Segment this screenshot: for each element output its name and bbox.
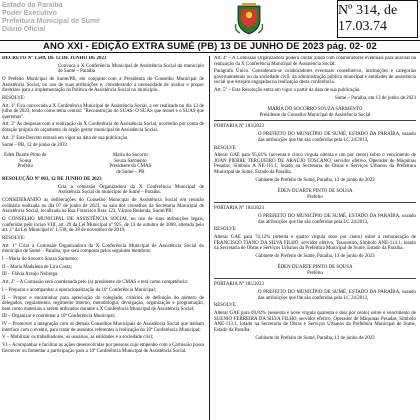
resolution-article: Art. 4º – A Comissão Organizadora poderá contar ainda com colaboradores eventuais para auxiliar na realização da X Conferência Municipal de Assistência Social. — [214, 56, 416, 67]
column-divider — [209, 56, 210, 420]
signer-name: MARIA DO SOCORRO SOUZA SARMENTO — [267, 107, 363, 113]
decree-article: Art. 3º Este Decreto entrará em vigor na data de sua publicação. — [2, 135, 129, 141]
competence-item: III – Organizar e coordenar a 10ª Conferência Municipal; — [2, 314, 116, 320]
left-column — [2, 56, 204, 420]
resolution-place-date: Sumé – Paraíba, em 13 de junho de 2023 — [334, 95, 416, 101]
member-item: II – Maria Madalena de Lira Costa; — [2, 264, 72, 270]
decree-preamble: O Prefeito Municipal de Sumé/PB, em conjunto com a Presidenta do Conselho Municipal de Assistência Social, no uso de suas atribuições e, considerando a necessidade de avaliar e propor diretrizes para a implementação da Política de Assistência Social no município. — [2, 77, 204, 94]
resolution-resolve: RESOLVE: — [2, 235, 26, 241]
decree-resolve: RESOLVE: — [2, 95, 26, 101]
competence-item: IV – Promover a integração com os demais Conselhos Municipais de Assistência Social que tenham interface com o evento, para tratar de assuntos referentes à realização da 10ª Conferência Municipal; — [2, 322, 204, 333]
signature-left — [2, 153, 99, 175]
portaria-title: PORTARIA Nº 184/2023 — [214, 206, 264, 212]
signer-role: Prefeito — [307, 270, 323, 276]
signer-name: ÉDEN DUARTE PINTO DE SOUSA — [277, 189, 353, 195]
resolution-article: Art. 5º – Esta Resolução entra em vigor a partir da data de sua publicação. — [214, 88, 361, 94]
competence-item: V – Mobilizar os trabalhadores, os usuários, as entidades e a sociedade civil; — [2, 335, 154, 341]
resolution-signature — [214, 107, 416, 118]
right-column — [214, 56, 416, 420]
portaria-body: Alterar GAE para 95,81% (noventa e cinco vírgula oitenta e um por cento) sobre o vencimento de JOAN PIERRE TERGUEIRO DE ARAÚJO TOSCANO, servidor efetivo, Operador de Máquinas Pesadas, Símbolo A NE-111.1, lotado na Secretaria de Obras e Serviços Urbanos da Prefeitura Municipal de Sumé, Estado da Paraíba. — [214, 153, 416, 175]
decree-article: Art. 2º As despesas com a realização da X Conferência de Assistência Social, ocorrerão por conta de dotação própria do orçamento do órgão gestor municipal de Assistência Social. — [2, 122, 204, 133]
section-rule — [214, 278, 416, 279]
member-item: III – Flávia Araújo Nobrega. — [2, 272, 59, 278]
competence-item: VI – Acompanhar e facilitar as ações desenvolvidas por pessoas cujo empenho com a Comissão possa favorecer ou fomentar a participação para a 10ª Conferência Municipal de Assistência Social. — [2, 343, 204, 354]
signature-right — [107, 153, 204, 175]
decree-summary: Convoca a X Conferência Municipal de Assistência Social do município de Sumé – Paraíba — [58, 63, 204, 75]
masthead-line: Estado da Paraíba — [2, 2, 63, 9]
portaria-closing: Gabinete do Prefeito de Sumé, Paraíba, 13 de junho de 2023 — [255, 177, 375, 183]
signer-role: Prefeito — [307, 194, 323, 200]
competence-item: II – Propor e encaminhar para apreciação do colegiado, critérios de definição do número de delegados, regulamento, regimento interno, metodologia, divulgação, organização e programação, bem como materiais a serem utilizados durante a X Conferência Municipal de Assistência Social; — [2, 295, 204, 312]
portaria-resolve: RESOLVE — [214, 303, 236, 309]
competence-item: I – Preparar e acompanhar a operacionalização da 10ª Conferência Municipal; — [2, 287, 157, 293]
banner-text: ANO XXI - EDIÇÃO EXTRA SUMÉ (PB) 13 DE JUNHO DE 2023 pág. 02- 02 — [43, 41, 377, 52]
section-rule — [214, 202, 416, 203]
masthead-ghost-text — [2, 2, 100, 34]
resolution-paragraph: Parágrafo Único. Consideram-se colaboradores eventuais conselheiros, instituições e categorias governamentais ou da sociedade civil, da administração pública municipal e entidades de assistência social que estejam engajadas na realização desta conferência. — [214, 69, 416, 86]
member-item: I – Maria do Socorro Souza Sarmento; — [2, 256, 79, 262]
decree-place-date: Sumé – PB, 12 de junho de 2023 — [2, 143, 68, 149]
decree-signatures — [2, 153, 204, 175]
portaria-resolve: RESOLVE — [214, 227, 236, 233]
portaria-title: PORTARIA Nº 185/2023 — [214, 282, 264, 288]
resolution-article: Art. 2º – A Comissão será coordenada pelo (a) presidente do CMAS e terá como competência: — [2, 280, 189, 286]
section-rule — [214, 120, 416, 121]
decree-title: DECRETO Nº 1.549, DE 12 DE JUNHO DE 2023 — [2, 56, 107, 61]
masthead-title-area — [0, 0, 266, 40]
masthead — [0, 0, 420, 40]
edition-label: Nº 314, de 17.03.74 — [338, 3, 398, 34]
edition-banner — [0, 40, 420, 53]
portaria-title: PORTARIA Nº 183/2023 — [214, 124, 264, 130]
portaria-intro: O PREFEITO DO MUNICÍPIO DE SUMÉ, ESTADO DA PARAÍBA, usando das atribuições que lhe são conferidas pela LC 24/2013, — [258, 213, 416, 225]
portaria-resolve: RESOLVE — [214, 145, 236, 151]
masthead-line: Diário Oficial — [2, 26, 46, 33]
portaria-body: Alterar GAE para 74,12% (setenta e quatro vírgula doze por cento) sobre a remuneração de FRANCISCO TIANO DA SILVA FILHO, servidor efetivo, Tesoureiro, Símbolo ANE-114.1, lotado na Secretaria de Obras e Serviços Urbanos da Prefeitura Municipal de Sumé, Estado da Paraíba. — [214, 235, 416, 252]
resolution-preamble: O CONSELHO MUNICIPAL DE ASSISTÊNCIA SOCIAL no uso de suas atribuições legais, conferidas pelo inciso VIII, art. 29 da Lei Municipal nº 925, de 13 de outubro de 2008, alterada pelo art. 1º da Lei Municipal nº 1.538, de 28 de novembro de 2019; — [2, 217, 204, 234]
signer-role: Presidente do CMAS de Sumé – PB — [109, 164, 152, 175]
portaria-closing: Gabinete do Prefeito de Sumé, Paraíba, 13 de junho de 2023 — [255, 253, 375, 259]
portaria-signature — [214, 265, 416, 276]
signer-name: Maria do Socorro Souza Sarmento — [112, 152, 148, 164]
masthead-line: Poder Executivo — [2, 10, 57, 17]
portaria-closing: Gabinete do Prefeito de Sumé, Paraíba, 13 de junho de 2023 — [255, 335, 375, 341]
signer-role: Presidente do Conselho Municipal de Assistência Social — [259, 112, 371, 118]
portaria-body: Alterar GAE para 69,82% (sessenta e nove vírgula quarenta e dois por cento) sobre o vencimento de SUENIO FERREIRA DA SILVA FILHO, servidor efetivo, Operador de Máquinas Pesadas, Símbolo ANE-113.1, lotado na Secretaria de Obras e Serviços Urbanos da Prefeitura Municipal de Sumé, Estado da Paraíba. — [214, 311, 416, 333]
portaria-intro: O PREFEITO DO MUNICÍPIO DE SUMÉ, ESTADO DA PARAÍBA, usando das atribuições que lhe são conferidas pela LC 24/2013, — [258, 132, 416, 143]
resolution-summary: Cria a comissão Organizadora da X Conferência Municipal de Assistência Social do município de Sumé – Paraíba. — [58, 184, 204, 196]
portaria-intro: O PREFEITO DO MUNICÍPIO DE SUMÉ, ESTADO DA PARAÍBA, usando das atribuições que lhe são conferidas pela LC 24/2013, — [258, 290, 416, 301]
signer-name: Éden Duarte Pinto de Sousa — [4, 152, 47, 164]
portaria-signature — [214, 189, 416, 200]
resolution-title: RESOLUÇÃO Nº 003, 12 DE JUNHO DE 2023 — [2, 177, 102, 183]
municipal-coat-of-arms-icon — [234, 2, 264, 36]
resolution-article: Art. 1º Criar a Comissão Organizadora da X Conferência Municipal de Assistência Social do município de Sumé – Paraíba, que será composta pelos seguintes membros: — [2, 243, 204, 255]
signer-role: Prefeito — [17, 164, 34, 170]
edition-number-box — [337, 0, 418, 38]
signer-name: ÉDEN DUARTE PINTO DE SOUSA — [277, 265, 353, 271]
decree-article: Art. 1º Fica convocada a X Conferência Municipal de Assistência Social, a ser realizada no dia 13 de julho de 2023, tendo como tema central: "Reconstrução do SUAS: O SUAS que temos e o SUAS que queremos". — [2, 103, 204, 120]
resolution-preamble: CONSIDERANDO as deliberações do Conselho Municipal de Assistência Social em reunião ordinária realizada no dia 07 de junho de 2023, na sala dos conselhos da Secretaria Municipal de Assistência Social, localizada na Rua Francisco Braz 123, Várzea Redonda, Sumé/PB; — [2, 198, 204, 215]
masthead-line: Prefeitura Municipal de Sumé — [2, 18, 101, 25]
